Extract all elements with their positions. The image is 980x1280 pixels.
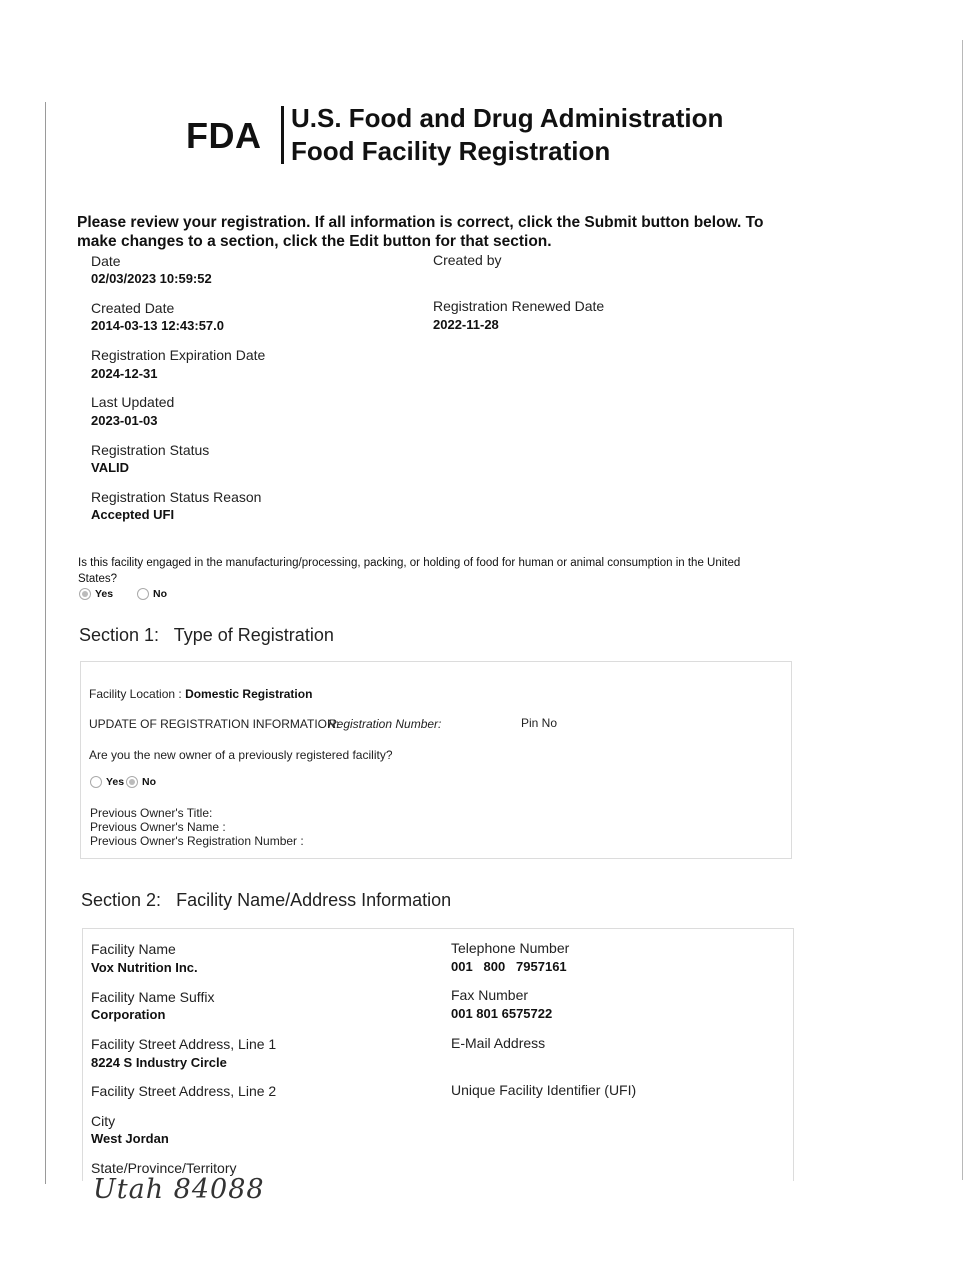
new-owner-yes-label: Yes: [106, 776, 125, 788]
facility-name-label: Facility Name: [91, 941, 176, 957]
fda-logo-text: FDA: [186, 115, 262, 156]
registration-number-label: Registration Number:: [328, 717, 442, 731]
facility-suffix-label: Facility Name Suffix: [91, 989, 215, 1005]
ufi-label: Unique Facility Identifier (UFI): [451, 1082, 637, 1098]
status-value: VALID: [91, 460, 130, 475]
facility-suffix-value: Corporation: [91, 1007, 166, 1022]
header-divider: [281, 106, 284, 164]
created-by-label: Created by: [433, 252, 502, 268]
state-handwritten-note: Utah 84088: [93, 1174, 265, 1205]
facility-location-value: Domestic Registration: [185, 687, 313, 701]
previous-owner-title: Previous Owner's Title:: [90, 806, 213, 820]
radio-new-owner-no-selected[interactable]: [126, 776, 138, 788]
section1-title: Type of Registration: [173, 625, 334, 645]
engagement-no-option[interactable]: [137, 588, 167, 600]
agency-title: U.S. Food and Drug Administration: [291, 103, 724, 133]
last-updated-value: 2023-01-03: [91, 413, 158, 428]
engagement-yes-option[interactable]: [79, 588, 113, 600]
created-date-value: 2014-03-13 12:43:57.0: [91, 318, 224, 333]
update-label: UPDATE OF REGISTRATION INFORMATION:: [89, 717, 340, 731]
section2-number: Section 2:: [81, 890, 162, 910]
engagement-question: Is this facility engaged in the manufacturing/processing, packing, or holding of food for human or animal consumption in the United States?: [78, 557, 741, 585]
status-reason-value: Accepted UFI: [91, 507, 175, 522]
new-owner-question: Are you the new owner of a previously registered facility?: [89, 748, 393, 762]
section2-heading: [81, 890, 451, 911]
street2-label: Facility Street Address, Line 2: [91, 1083, 277, 1099]
new-owner-no-option[interactable]: [126, 776, 156, 788]
review-instructions: Please review your registration. If all information is correct, click the Submit button below. To make changes to a section, click the Edit button for that section.: [77, 214, 764, 250]
date-label: Date: [91, 253, 121, 269]
section1-number: Section 1:: [79, 625, 160, 645]
pin-no-label: Pin No: [521, 716, 558, 730]
renewed-date-value: 2022-11-28: [433, 317, 499, 332]
status-reason-label: Registration Status Reason: [91, 489, 262, 505]
page-title: Food Facility Registration: [291, 136, 611, 166]
expiration-date-label: Registration Expiration Date: [91, 347, 266, 363]
radio-new-owner-yes[interactable]: [90, 776, 102, 788]
fax-label: Fax Number: [451, 987, 529, 1003]
new-owner-yes-option[interactable]: [90, 776, 124, 788]
previous-owner-name: Previous Owner's Name :: [90, 820, 226, 834]
fax-value: 001 801 6575722: [451, 1006, 553, 1021]
street1-label: Facility Street Address, Line 1: [91, 1036, 277, 1052]
renewed-date-label: Registration Renewed Date: [433, 298, 605, 314]
section1-heading: [79, 625, 334, 646]
date-value: 02/03/2023 10:59:52: [91, 271, 212, 286]
facility-name-value: Vox Nutrition Inc.: [91, 960, 198, 975]
last-updated-label: Last Updated: [91, 394, 175, 410]
facility-location-label: Facility Location :: [89, 687, 182, 701]
city-label: City: [91, 1113, 116, 1129]
new-owner-no-label: No: [142, 776, 156, 788]
page-border-left: [45, 102, 46, 1184]
radio-no[interactable]: [137, 588, 149, 600]
state-label: State/Province/Territory: [91, 1160, 237, 1176]
city-value: West Jordan: [91, 1131, 169, 1146]
engagement-yes-label: Yes: [95, 588, 114, 600]
page-border-right: [962, 40, 963, 1180]
previous-owner-registration: Previous Owner's Registration Number :: [90, 834, 304, 848]
radio-yes-selected[interactable]: [79, 588, 91, 600]
telephone-value: 001 800 7957161: [451, 959, 567, 974]
facility-location: [89, 687, 312, 701]
created-date-label: Created Date: [91, 300, 175, 316]
engagement-no-label: No: [153, 588, 167, 600]
expiration-date-value: 2024-12-31: [91, 366, 158, 381]
telephone-label: Telephone Number: [451, 940, 570, 956]
street1-value: 8224 S Industry Circle: [91, 1055, 227, 1070]
email-label: E-Mail Address: [451, 1035, 546, 1051]
section2-title: Facility Name/Address Information: [176, 890, 452, 910]
status-label: Registration Status: [91, 442, 210, 458]
